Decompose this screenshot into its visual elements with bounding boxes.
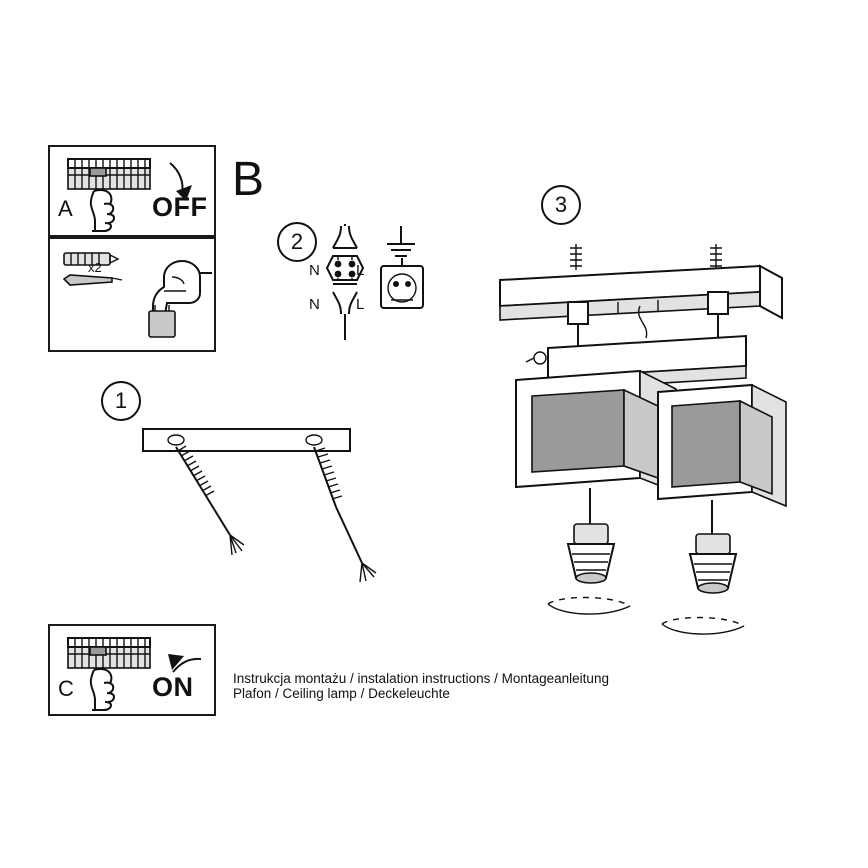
section-b-title: B	[232, 153, 265, 206]
panel-tools-drawing	[50, 239, 214, 350]
step-2-drawing	[305, 222, 435, 362]
terminal-label-l-top: L	[356, 262, 365, 279]
caption-line-2: Plafon / Ceiling lamp / Deckeleuchte	[233, 686, 450, 701]
hand-icon	[91, 190, 114, 231]
step-c-label: ON	[152, 672, 194, 702]
circuit-breaker-icon	[68, 159, 150, 189]
terminal-label-n-bottom: N	[309, 296, 320, 313]
bulb-right	[690, 500, 736, 593]
caption-line-1: Instrukcja montażu / instalation instructions / Montageanleitung	[233, 671, 609, 686]
arrow-up-icon	[168, 654, 201, 672]
bulb-left	[568, 488, 614, 583]
step-3-badge: 3	[541, 185, 581, 225]
wire-left	[176, 446, 244, 555]
drill-icon	[149, 261, 212, 337]
step-2-badge: 2	[277, 222, 317, 262]
terminal-label-n-top: N	[309, 262, 320, 279]
step-1-badge: 1	[101, 381, 141, 421]
step-1-drawing	[130, 415, 420, 605]
hand-icon	[91, 669, 114, 710]
panel-tools	[48, 237, 216, 352]
step-3-drawing	[490, 240, 850, 650]
panel-step-a	[48, 145, 216, 237]
lamp-shade-right	[658, 385, 786, 506]
ceiling-plate	[500, 266, 782, 320]
terminal-label-l-bottom: L	[356, 296, 365, 313]
circuit-breaker-icon	[68, 638, 150, 668]
dowel-quantity: x2	[88, 260, 102, 275]
step-c-letter: C	[58, 676, 74, 701]
earth-symbol-icon	[387, 226, 415, 256]
wire-right	[314, 447, 376, 582]
step-a-label: OFF	[152, 192, 208, 222]
light-pool-icons	[548, 598, 744, 635]
step-a-letter: A	[58, 196, 73, 221]
screws-icon	[570, 244, 722, 270]
lamp-shade-left	[516, 371, 676, 492]
socket-icon	[381, 258, 423, 308]
